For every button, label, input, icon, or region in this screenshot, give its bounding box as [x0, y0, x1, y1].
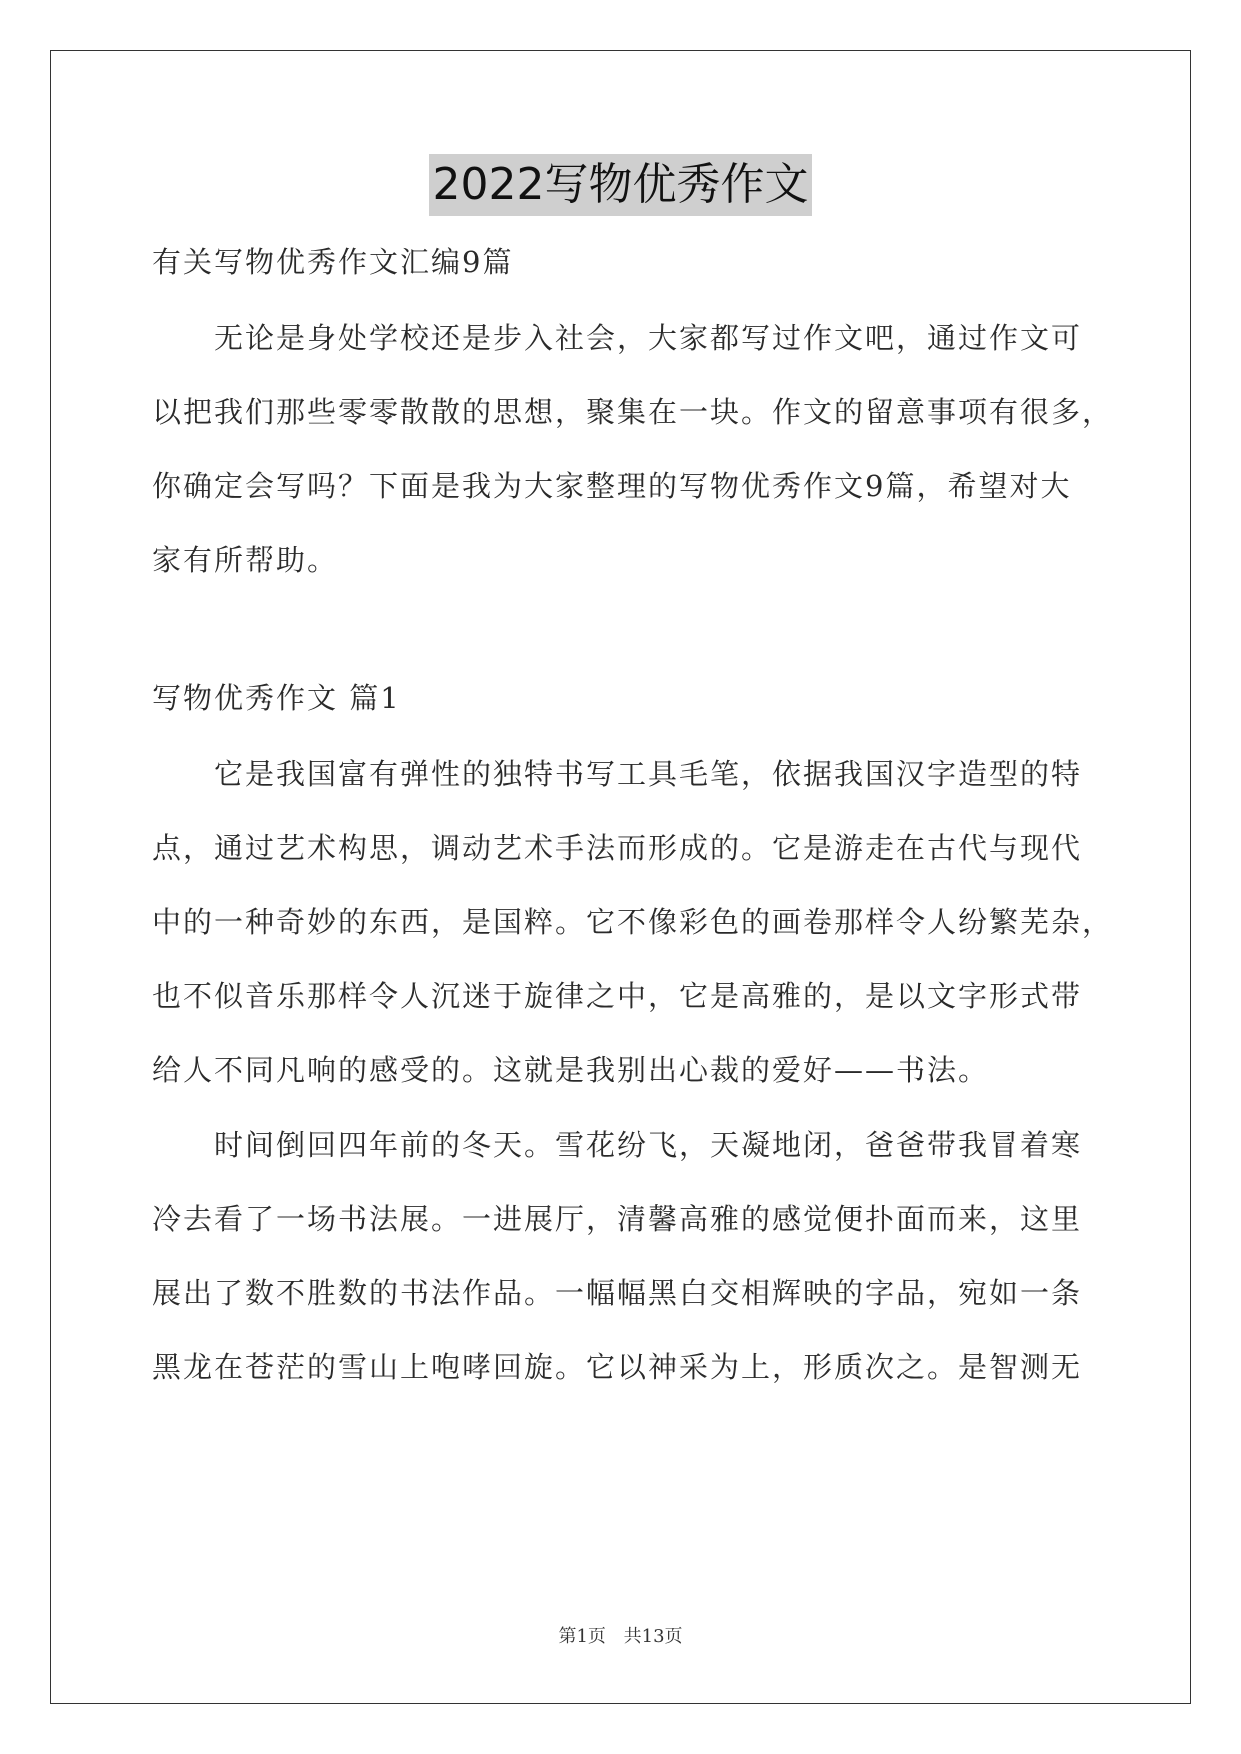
paragraph1-line: 也不似音乐那样令人沉迷于旋律之中，它是高雅的，是以文字形式带	[152, 979, 1083, 1013]
paragraph1-line: 中的一种奇妙的东西，是国粹。它不像彩色的画卷那样令人纷繁芜杂，	[152, 905, 1114, 939]
section-heading: 写物优秀作文 篇1	[152, 681, 401, 715]
intro-line: 家有所帮助。	[152, 543, 339, 577]
intro-line: 无论是身处学校还是步入社会，大家都写过作文吧，通过作文可	[152, 321, 1083, 355]
page-number: 第1页	[558, 1626, 606, 1647]
paragraph2-line: 展出了数不胜数的书法作品。一幅幅黑白交相辉映的字品，宛如一条	[152, 1276, 1083, 1310]
page-footer	[0, 1622, 1241, 1648]
total-pages: 共13页	[623, 1626, 683, 1647]
intro-line: 你确定会写吗？下面是我为大家整理的写物优秀作文9篇，希望对大	[152, 469, 1072, 503]
paragraph1-line: 点，通过艺术构思，调动艺术手法而形成的。它是游走在古代与现代	[152, 831, 1083, 865]
paragraph2-line: 冷去看了一场书法展。一进展厅，清馨高雅的感觉便扑面而来，这里	[152, 1202, 1083, 1236]
page-border	[50, 50, 1191, 1704]
paragraph1-line: 给人不同凡响的感受的。这就是我别出心裁的爱好——书法。	[152, 1053, 990, 1087]
intro-line: 以把我们那些零零散散的思想，聚集在一块。作文的留意事项有很多，	[152, 395, 1114, 429]
title-container	[0, 154, 1241, 216]
paragraph2-line: 时间倒回四年前的冬天。雪花纷飞，天凝地闭，爸爸带我冒着寒	[152, 1128, 1083, 1162]
document-title: 2022写物优秀作文	[429, 154, 813, 216]
paragraph2-line: 黑龙在苍茫的雪山上咆哮回旋。它以神采为上，形质次之。是智测无	[152, 1350, 1083, 1384]
document-subtitle: 有关写物优秀作文汇编9篇	[152, 245, 514, 279]
paragraph1-line: 它是我国富有弹性的独特书写工具毛笔，依据我国汉字造型的特	[152, 757, 1083, 791]
